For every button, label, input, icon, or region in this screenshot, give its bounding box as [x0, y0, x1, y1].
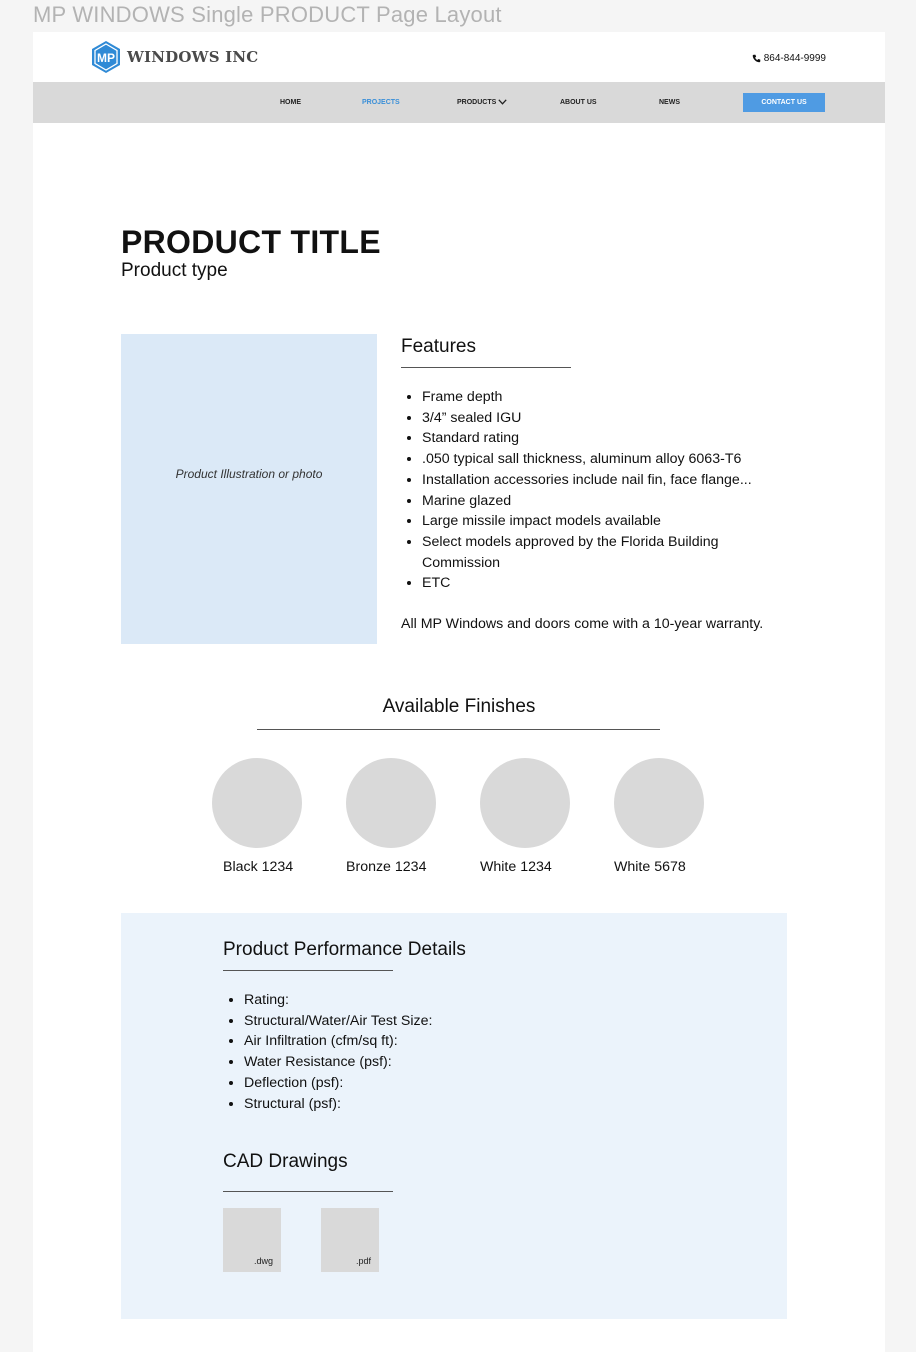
finishes-heading: Available Finishes [382, 696, 536, 717]
cad-file-pdf[interactable] [321, 1208, 379, 1272]
image-placeholder-text: Product Illustration or photo [175, 467, 323, 481]
list-item: • ETC [422, 573, 812, 594]
list-item: • 3/4” sealed IGU [422, 408, 812, 429]
nav-news[interactable]: NEWS [659, 99, 680, 106]
list-item: • Frame depth [422, 387, 812, 408]
list-item: • Water Resistance (psf): [244, 1052, 644, 1073]
performance-divider [223, 970, 393, 971]
list-item: • Rating: [244, 990, 644, 1011]
phone-number[interactable] [752, 53, 826, 64]
cad-file-label: .pdf [355, 1256, 371, 1266]
performance-heading: Product Performance Details [223, 939, 466, 960]
logo-text: WINDOWS INC [127, 48, 259, 66]
performance-list [223, 990, 644, 1114]
features-divider [401, 367, 571, 368]
finish-label: Black 1234 [223, 859, 294, 875]
list-item: • .050 typical sall thickness, aluminum alloy 6063-T6 [422, 449, 812, 470]
phone-text: 864-844-9999 [763, 53, 826, 64]
product-image-placeholder [121, 334, 377, 644]
product-title: PRODUCT TITLE [121, 224, 381, 260]
finish-swatch-bronze-1234[interactable] [346, 758, 436, 848]
cad-heading: CAD Drawings [223, 1151, 348, 1172]
nav-about[interactable]: ABOUT US [560, 99, 597, 106]
list-item: • Structural/Water/Air Test Size: [244, 1011, 644, 1032]
canvas-label: MP WINDOWS Single PRODUCT Page Layout [33, 2, 502, 27]
chevron-down-icon [498, 99, 507, 105]
finish-swatch-white-1234[interactable] [480, 758, 570, 848]
cad-file-label: .dwg [253, 1256, 273, 1266]
finish-label: White 5678 [614, 859, 686, 875]
list-item: • Standard rating [422, 428, 812, 449]
product-type: Product type [121, 260, 228, 281]
list-item: • Structural (psf): [244, 1094, 644, 1115]
logo-hexagon-icon [91, 40, 121, 74]
features-list [401, 387, 812, 594]
list-item: • Deflection (psf): [244, 1073, 644, 1094]
performance-panel [121, 913, 787, 1319]
logo[interactable] [91, 40, 258, 74]
finish-swatch-black-1234[interactable] [212, 758, 302, 848]
main-nav [33, 82, 885, 123]
contact-us-button[interactable]: CONTACT US [743, 93, 825, 112]
header [33, 32, 885, 82]
finish-swatch-white-5678[interactable] [614, 758, 704, 848]
finishes-divider [257, 729, 660, 730]
finish-label: Bronze 1234 [346, 859, 427, 875]
list-item: • Large missile impact models available [422, 511, 812, 532]
warranty-text: All MP Windows and doors come with a 10-year warranty. [401, 616, 764, 632]
cad-file-dwg[interactable] [223, 1208, 281, 1272]
finish-label: White 1234 [480, 859, 552, 875]
phone-icon [752, 54, 761, 63]
logo-mark: MP [97, 51, 115, 65]
features-heading: Features [401, 336, 476, 357]
list-item: • Air Infiltration (cfm/sq ft): [244, 1031, 644, 1052]
list-item: • Select models approved by the Florida Building Commission [422, 532, 752, 573]
nav-products[interactable] [457, 82, 507, 123]
list-item: • Marine glazed [422, 491, 812, 512]
page-frame [33, 32, 885, 1352]
nav-projects[interactable]: PROJECTS [362, 99, 400, 106]
cad-divider [223, 1191, 393, 1192]
list-item: • Installation accessories include nail fin, face flange... [422, 470, 812, 491]
nav-home[interactable]: HOME [280, 99, 301, 106]
nav-products-label: PRODUCTS [457, 99, 497, 106]
